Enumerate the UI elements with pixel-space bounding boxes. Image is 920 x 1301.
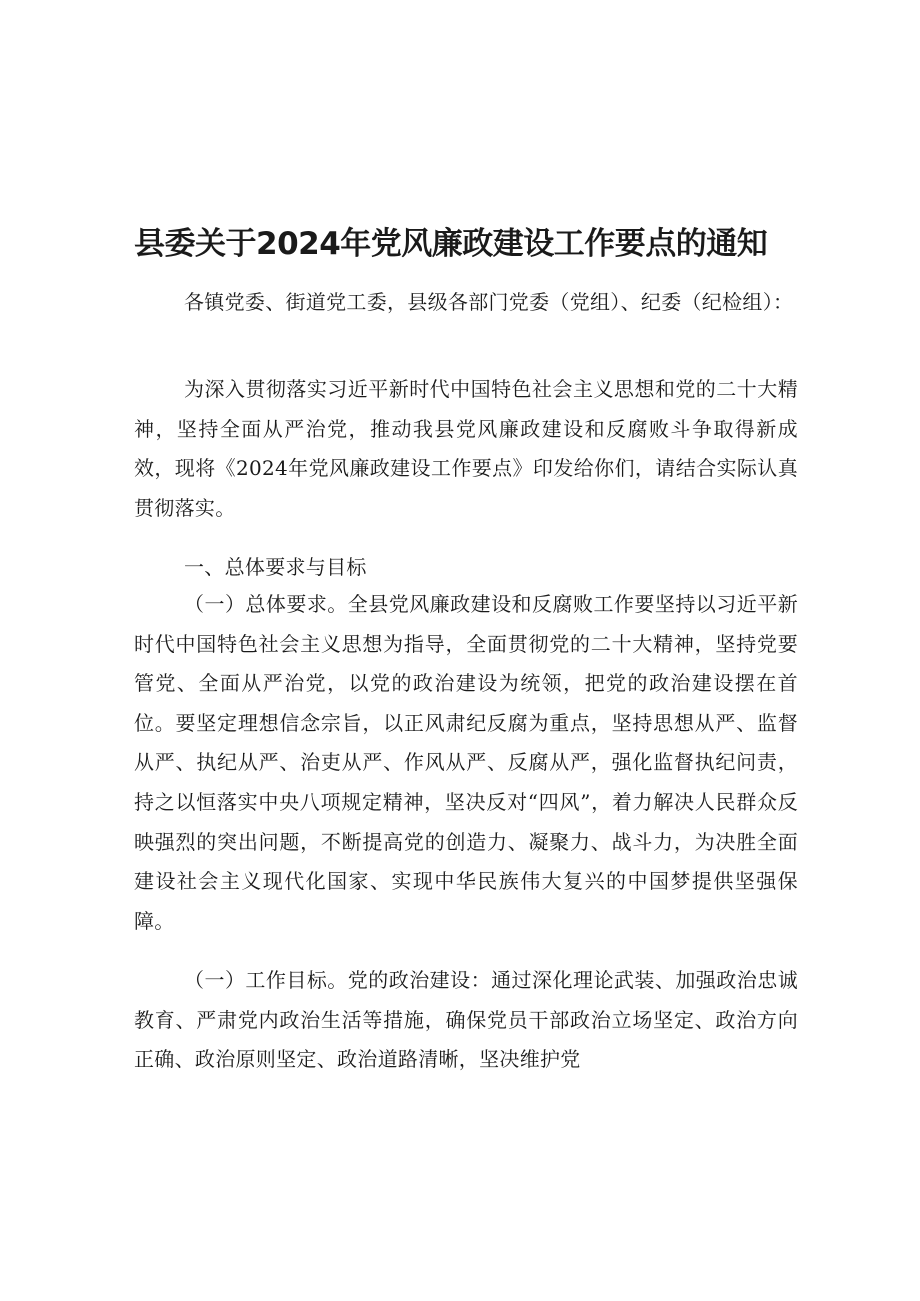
section-heading-general: 一、总体要求与目标 xyxy=(184,555,367,579)
addressee-paragraph: 各镇党委、街道党工委，县级各部门党委（党组）、纪委（纪检组）： xyxy=(184,290,794,314)
intro-paragraph: 为深入贯彻落实习近平新时代中国特色社会主义思想和党的二十大精神，坚持全面从严治党，推动我县党风廉政建设和反腐败斗争取得新成效，现将《2024年党风廉政建设工作要点》印发给你们，请结合实际认真贯彻落实。 xyxy=(134,377,798,520)
work-goal-paragraph: （一）工作目标。党的政治建设：通过深化理论武装、加强政治忠诚教育、严肃党内政治生活等措施，确保党员干部政治立场坚定、政治方向正确、政治原则坚定、政治道路清晰，坚决维护党 xyxy=(134,968,798,1072)
general-requirement-paragraph: （一）总体要求。全县党风廉政建设和反腐败工作要坚持以习近平新时代中国特色社会主义思想为指导，全面贯彻党的二十大精神，坚持党要管党、全面从严治党，以党的政治建设为统领，把党的政治建设摆在首位。要坚定理想信念宗旨，以正风肃纪反腐为重点，坚持思想从严、监督从严、执纪从严、治吏从严、作风从严、反腐从严，强化监督执纪问责，持之以恒落实中央八项规定精神，坚决反对“四风”，着力解决人民群众反映强烈的突出问题，不断提高党的创造力、凝聚力、战斗力，为决胜全面建设社会主义现代化国家、实现中华民族伟大复兴的中国梦提供坚强保障。 xyxy=(134,592,798,933)
document-title: 县委关于2024年党风廉政建设工作要点的通知 xyxy=(134,226,768,262)
